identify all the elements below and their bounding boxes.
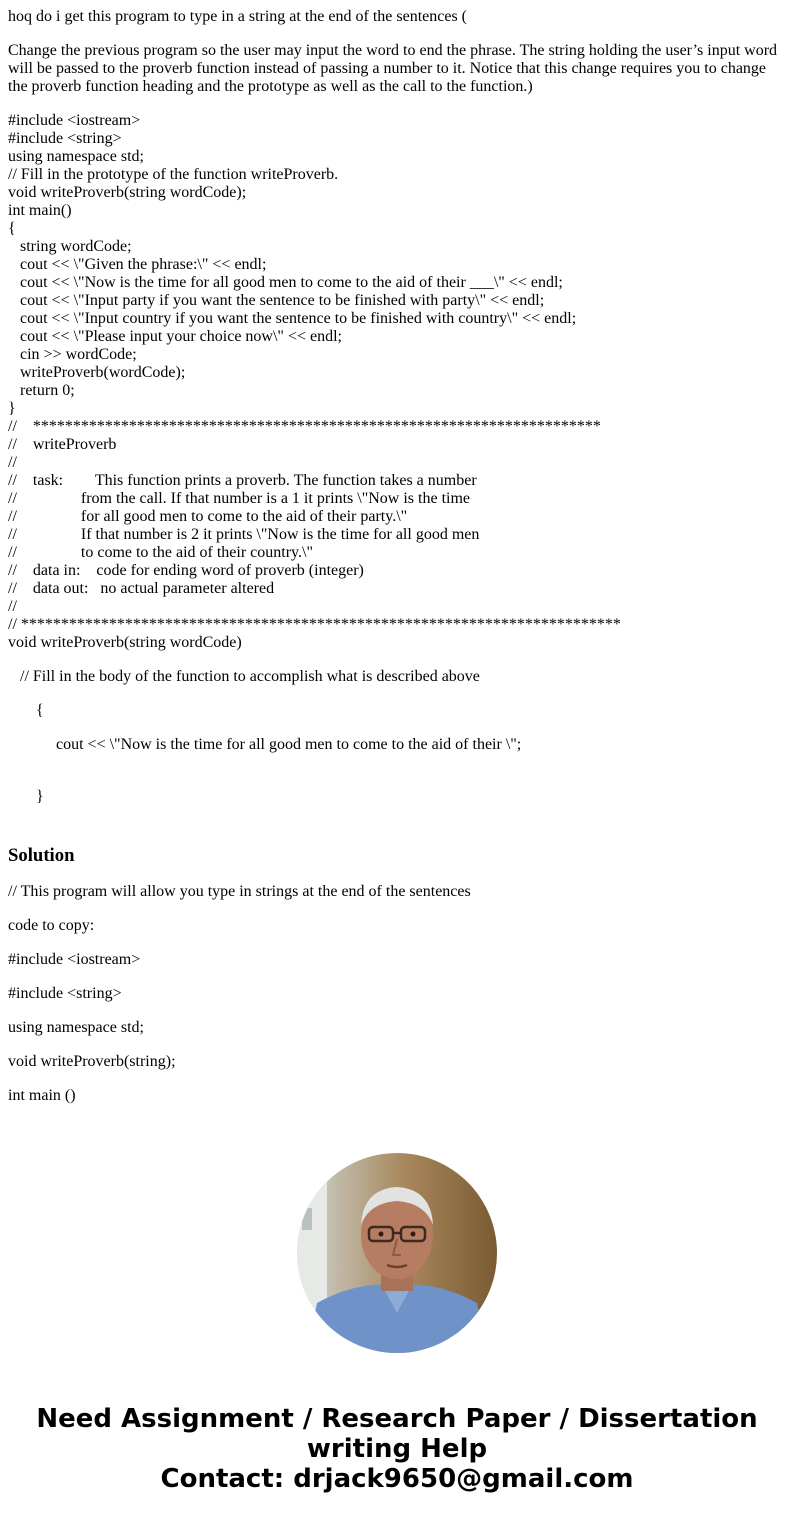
close-brace: }	[8, 788, 44, 805]
code-line: // writeProverb	[8, 436, 117, 453]
code-line: // from the call. If that number is a 1 it prints \"Now is the time	[8, 490, 471, 507]
solution-code-line: void writeProverb(string);	[8, 1053, 176, 1070]
copy-label: code to copy:	[8, 917, 95, 934]
code-line: int main()	[8, 202, 72, 219]
code-line: void writeProverb(string wordCode)	[8, 634, 242, 651]
solution-code-line: #include <string>	[8, 985, 122, 1002]
promo-banner	[0, 1404, 794, 1494]
code-line: cout << \"Please input your choice now\" << endl;	[8, 328, 342, 345]
question-instructions: Change the previous program so the user may input the word to end the phrase. The string holding the user’s input word will be passed to the proverb function instead of passing a number to it. Notice that this change requires you to change the proverb function heading and the prototype as well as the call to the function.)	[8, 42, 778, 95]
code-line: void writeProverb(string wordCode);	[8, 184, 247, 201]
code-line: #include <string>	[8, 130, 122, 147]
code-line: #include <iostream>	[8, 112, 141, 129]
code-line: cout << \"Input party if you want the sentence to be finished with party\" << endl;	[8, 292, 545, 309]
avatar-portrait	[297, 1153, 497, 1353]
code-line: // Fill in the prototype of the function writeProverb.	[8, 166, 339, 183]
code-line: cout << \"Given the phrase:\" << endl;	[8, 256, 267, 273]
code-line: // data out: no actual parameter altered	[8, 580, 275, 597]
open-brace: {	[8, 702, 44, 719]
code-line: // ***********************************************************************	[8, 418, 601, 435]
code-line: string wordCode;	[8, 238, 132, 255]
solution-code-line: int main ()	[8, 1087, 76, 1104]
code-line: // If that number is 2 it prints \"Now is the time for all good men	[8, 526, 480, 543]
solution-intro: // This program will allow you type in strings at the end of the sentences	[8, 883, 471, 900]
code-line: // for all good men to come to the aid of their party.\"	[8, 508, 408, 525]
code-line: cout << \"Input country if you want the sentence to be finished with country\" << endl;	[8, 310, 577, 327]
code-line: }	[8, 400, 16, 417]
body-comment: // Fill in the body of the function to accomplish what is described above	[8, 668, 480, 685]
code-line: // ***************************************************************************	[8, 616, 621, 633]
code-line: {	[8, 220, 16, 237]
code-line: //	[8, 598, 17, 615]
question-title: hoq do i get this program to type in a string at the end of the sentences (	[8, 8, 467, 25]
code-line: // data in: code for ending word of proverb (integer)	[8, 562, 364, 579]
code-line: using namespace std;	[8, 148, 144, 165]
page-content	[8, 8, 786, 1121]
solution-code-line: using namespace std;	[8, 1019, 144, 1036]
code-line: // to come to the aid of their country.\"	[8, 544, 313, 561]
code-line: return 0;	[8, 382, 75, 399]
promo-line-1: Need Assignment / Research Paper / Dissertation	[36, 1404, 758, 1434]
promo-contact[interactable]: Contact: drjack9650@gmail.com	[160, 1464, 634, 1494]
code-line: // task: This function prints a proverb. The function takes a number	[8, 472, 477, 489]
promo-line-2: writing Help	[306, 1434, 488, 1464]
code-line: cin >> wordCode;	[8, 346, 137, 363]
solution-heading: Solution	[8, 845, 75, 866]
code-line: cout << \"Now is the time for all good men to come to the aid of their ___\" << endl;	[8, 274, 563, 291]
question-code	[8, 112, 786, 652]
cout-line: cout << \"Now is the time for all good men to come to the aid of their \";	[8, 736, 522, 753]
solution-code-line: #include <iostream>	[8, 951, 141, 968]
avatar	[297, 1153, 497, 1353]
code-line: writeProverb(wordCode);	[8, 364, 186, 381]
code-line: //	[8, 454, 17, 471]
